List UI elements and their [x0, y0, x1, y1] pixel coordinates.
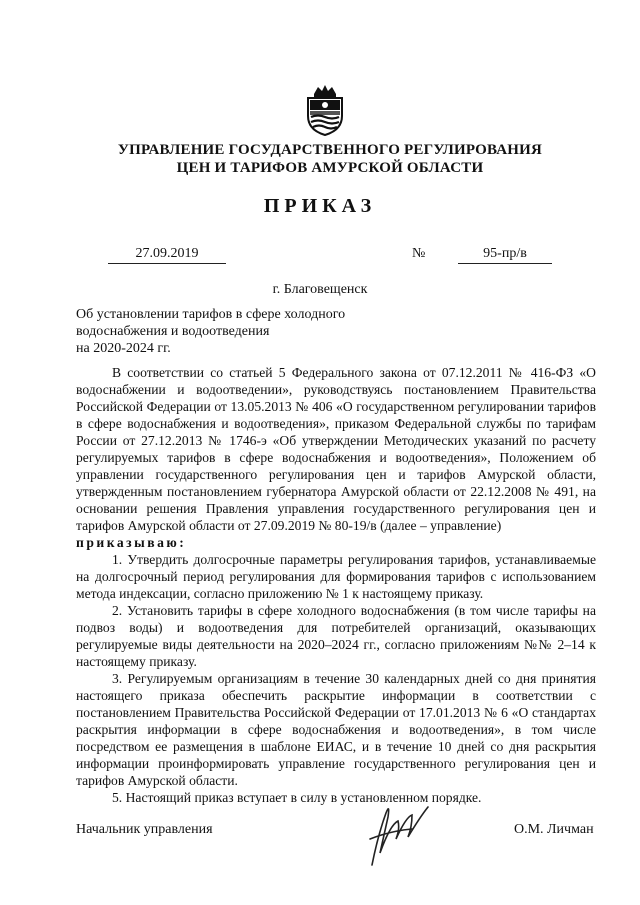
org-name-line1: УПРАВЛЕНИЕ ГОСУДАРСТВЕННОГО РЕГУЛИРОВАНИЯ: [117, 142, 543, 158]
decree-word: приказываю:: [76, 535, 187, 550]
order-item-3: 3. Регулируемым организациям в течение 30 календарных дней со дня принятия настоящего приказа обеспечить раскрытие информации в соответствии с постановлением Правительства Российской Федерации от 17.01.2013 № 6 «О стандартах раскрытия информации в сфере водоснабжения и водоотведения», в том числе посредством ее размещения в шаблоне ЕИАС, и в течение 10 дней со дня раскрытия информации проинформировать управление государственного регулирования цен и тарифов Амурской области.: [76, 671, 596, 788]
order-item-5: 5. Настоящий приказ вступает в силу в установленном порядке.: [112, 790, 482, 805]
order-number: 95-пр/в: [458, 245, 552, 264]
order-item-1: 1. Утвердить долгосрочные параметры регулирования тарифов, устанавливаемые на долгосрочный период регулирования для формирования тарифов с использованием метода индексации, согласно приложению № 1 к настоящему приказу.: [76, 552, 596, 601]
preamble-paragraph: В соответствии со статьей 5 Федерального закона от 07.12.2011 № 416-ФЗ «О водоснабжении и водоотведении», руководствуясь постановлением Правительства Российской Федерации от 13.05.2013 № 406 «О государственном регулировании тарифов в сфере водоснабжения и водоотведения», приказом Федеральной службы по тарифам России от 27.12.2013 № 1746-э «Об утверждении Методических указаний по расчету регулируемых тарифов в сфере водоснабжения и водоотведения», Положением об управлении государственного регулирования цен и тарифов Амурской области, утвержденным постановлением губернатора Амурской области от 22.12.2008 № 491, на основании решения Правления управления государственного регулирования цен и тарифов Амурской области от 27.09.2019 № 80-19/в (далее – управление): [76, 365, 596, 533]
coat-of-arms-emblem: [300, 84, 350, 136]
signer-position: Начальник управления: [76, 822, 213, 837]
signer-name: О.М. Личман: [514, 822, 594, 837]
order-item-2: 2. Установить тарифы в сфере холодного водоснабжения (в том числе тарифы на подвоз воды) и водоотведения для потребителей организаций, оказывающих регулируемые виды деятельности на 2020–2024 гг., согласно приложениям №№ 2–14 к настоящему приказу.: [76, 603, 596, 669]
order-subject: [76, 306, 396, 357]
city: г. Благовещенск: [272, 282, 368, 297]
number-sign: №: [412, 246, 426, 261]
order-body: [76, 364, 596, 806]
subject-line-1: Об установлении тарифов в сфере холодного: [76, 307, 346, 322]
document-type-title: ПРИКАЗ: [263, 195, 377, 217]
subject-line-2: водоснабжения и водоотведения: [76, 324, 270, 339]
order-date: 27.09.2019: [108, 245, 226, 264]
subject-line-3: на 2020-2024 гг.: [76, 341, 171, 356]
handwritten-signature: [360, 795, 440, 870]
org-name-line2: ЦЕН И ТАРИФОВ АМУРСКОЙ ОБЛАСТИ: [176, 160, 484, 176]
